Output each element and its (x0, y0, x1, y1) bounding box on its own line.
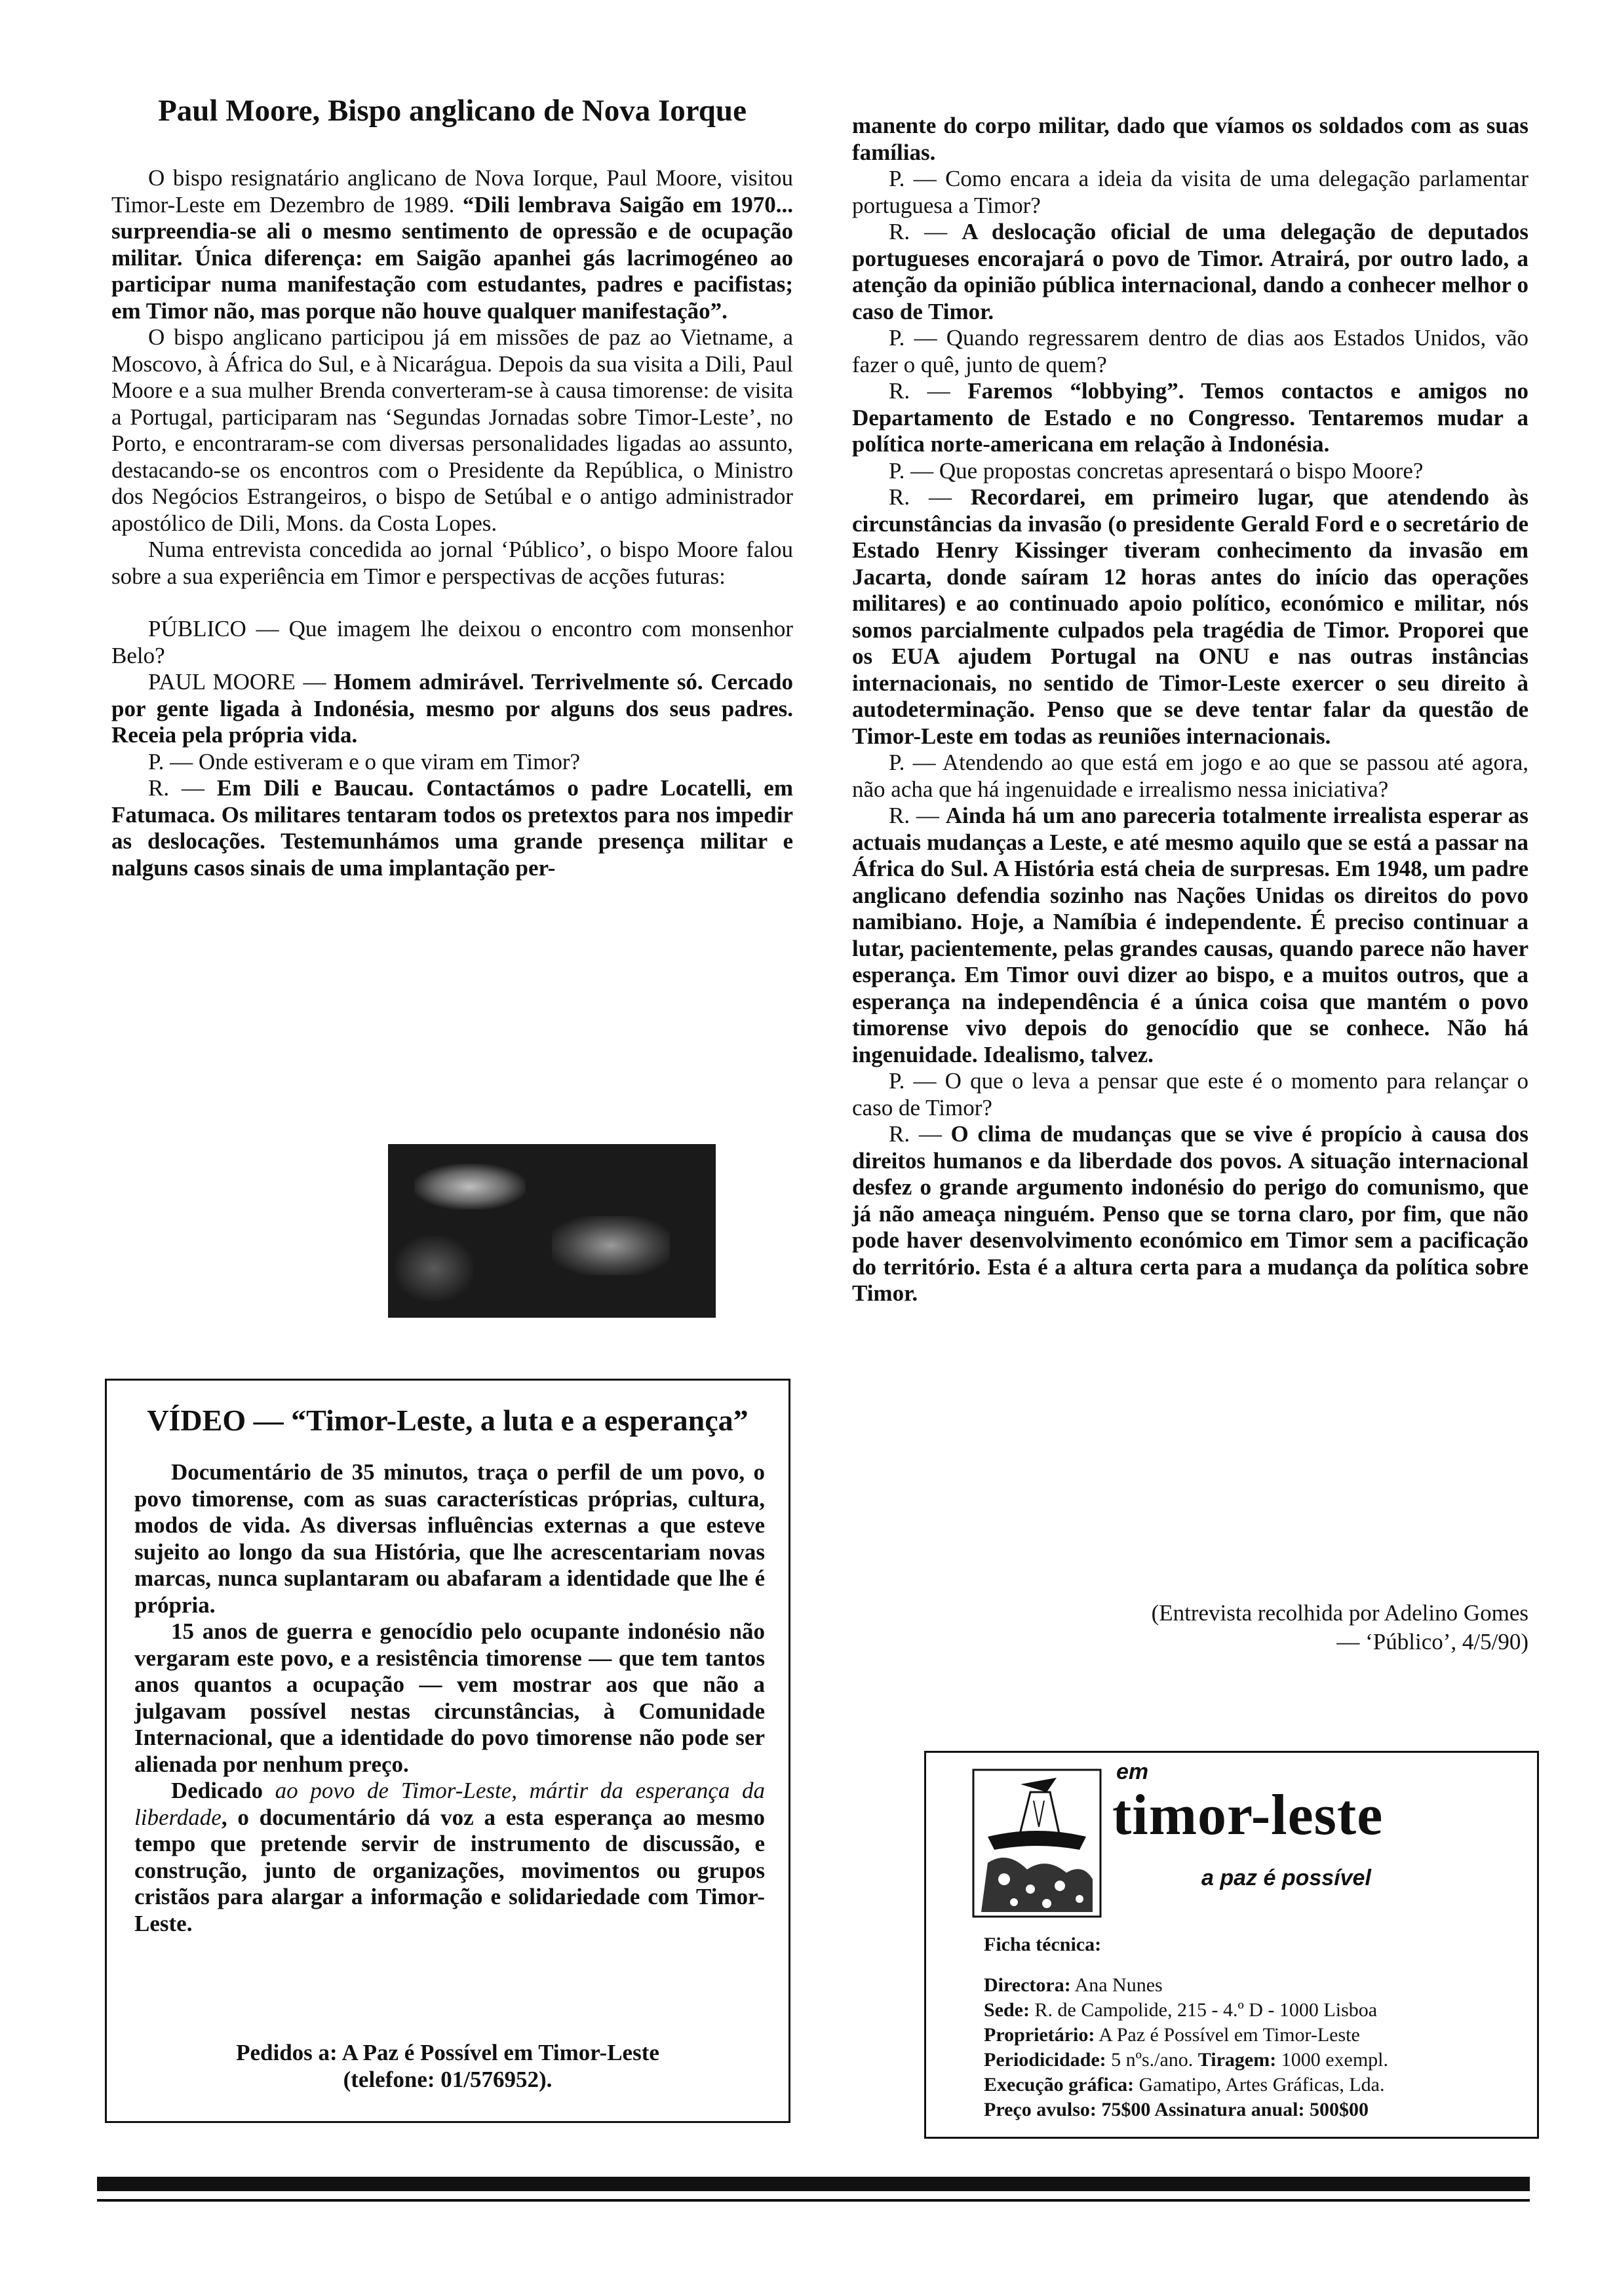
bottom-rule-thick (97, 2177, 1530, 2191)
interview-credit: (Entrevista recolhida por Adelino Gomes — ‘Público’, 4/5/90) (1151, 1600, 1528, 1655)
ficha-row-directora: Directora: Ana Nunes (984, 1974, 1163, 1996)
answer-2-continued: manente do corpo militar, dado que víamos os soldados com as suas famílias. (852, 113, 1528, 165)
landscape-photo (388, 1144, 716, 1318)
ficha-row-periodicidade: Periodicidade: 5 nºs./ano. Tiragem: 1000 exempl. (984, 2049, 1389, 2071)
ficha-row-execucao: Execução gráfica: Gamatipo, Artes Gráficas, Lda. (984, 2074, 1385, 2095)
bottom-rule-thin (97, 2199, 1530, 2202)
timor-leste-figure-logo (968, 1765, 1106, 1922)
video-paragraph-2: 15 anos de guerra e genocídio pelo ocupante indonésio não vergaram este povo, e a resistência timorense — que tem tantos anos quantos a ocupação — vem mostrar aos que não a julgavam possível nestas circunstâncias, à Comunidade Internacional, que a identidade do povo timorense não pode ser alienada por nenhum preço. (134, 1618, 765, 1777)
intro-paragraph-3: Numa entrevista concedida ao jornal ‘Público’, o bispo Moore falou sobre a sua experiência em Timor e perspectivas de acções futuras: (111, 537, 793, 589)
masthead-em: em (1116, 1759, 1149, 1784)
question-6: P. — Atendendo ao que está em jogo e ao que se passou até agora, não acha que há ingenuidade e irrealismo nessa iniciativa? (852, 750, 1528, 802)
answer-2: R. — Em Dili e Baucau. Contactámos o padre Locatelli, em Fatumaca. Os militares tentaram todos os pretextos para nos impedir as deslocações. Testemunhámos uma grande presença militar e nalguns casos sinais de uma implantação per- (111, 775, 793, 881)
video-paragraph-3: Dedicado ao povo de Timor-Leste, mártir da esperança da liberdade, o documentário dá voz a esta esperança ao mesmo tempo que pretende servir de instrumento de discussão, e construção, junto de organizações, movimentos ou grupos cristãos para alargar a informação e solidariedade com Timor-Leste. (134, 1778, 765, 1936)
article-title: Paul Moore, Bispo anglicano de Nova Iorque (158, 94, 747, 128)
video-description (134, 1459, 765, 1937)
masthead-brand: timor-leste (1112, 1784, 1384, 1847)
video-title: VÍDEO — “Timor-Leste, a luta e a esperança” (147, 1404, 749, 1437)
intro-paragraph-2: O bispo anglicano participou já em missões de paz ao Vietname, a Moscovo, à África do Sul, e à Nicarágua. Depois da sua visita a Dili, Paul Moore e a sua mulher Brenda converteram-se à causa timorense: de visita a Portugal, participaram nas ‘Segundas Jornadas sobre Timor-Leste’, no Porto, e encontraram-se com diversas personalidades ligadas ao assunto, destacando-se os encontros com o Presidente da República, o Ministro dos Negócios Estrangeiros, o bispo de Setúbal e o antigo administrador apostólico de Dili, Mons. da Costa Lopes. (111, 324, 793, 536)
video-promo-box (105, 1379, 790, 2123)
ficha-row-sede: Sede: R. de Campolide, 215 - 4.º D - 1000 Lisboa (984, 1999, 1378, 2021)
video-order-info: Pedidos a: A Paz é Possível em Timor-Leste (telefone: 01/576952). (236, 2040, 659, 2092)
ficha-row-preco: Preço avulso: 75$00 Assinatura anual: 500$00 (984, 2099, 1369, 2120)
ficha-row-proprietario: Proprietário: A Paz é Possível em Timor-Leste (984, 2024, 1360, 2046)
answer-7: R. — O clima de mudanças que se vive é propício à causa dos direitos humanos e da liberdade dos povos. A situação internacional desfez o grande argumento indonésio do perigo do comunismo, que já não ameaça ninguém. Penso que se torna claro, por fim, que não pode haver desenvolvimento económico em Timor sem a pacificação do território. Esta é a altura certa para a mudança da política sobre Timor. (852, 1121, 1528, 1306)
left-column (111, 165, 793, 881)
question-1: PÚBLICO — Que imagem lhe deixou o encontro com monsenhor Belo? (111, 616, 793, 668)
right-column (852, 113, 1528, 1307)
answer-6: R. — Ainda há um ano pareceria totalmente irrealista esperar as actuais mudanças a Leste, e até mesmo aquilo que se está a passar na África do Sul. A História está cheia de surpresas. Em 1948, um padre anglicano defendia sozinho nas Nações Unidas os direitos do povo namibiano. Hoje, a Namíbia é independente. É preciso continuar a lutar, pacientemente, pelas grandes causas, quando parece não haver esperança. Em Timor ouvi dizer ao bispo, e a muitos outros, que a esperança na independência é a única coisa que mantém o povo timorense vivo depois do genocídio que se conhece. Não há ingenuidade. Idealismo, talvez. (852, 803, 1528, 1067)
question-7: P. — O que o leva a pensar que este é o momento para relançar o caso de Timor? (852, 1068, 1528, 1120)
ficha-tecnica-rows (984, 1973, 1521, 2122)
question-3: P. — Como encara a ideia da visita de uma delegação parlamentar portuguesa a Timor? (852, 166, 1528, 218)
masthead-box (924, 1751, 1539, 2139)
answer-4: R. — Faremos “lobbying”. Temos contactos e amigos no Departamento de Estado e no Congresso. Tentaremos mudar a política norte-americana em relação à Indonésia. (852, 378, 1528, 457)
answer-5: R. — Recordarei, em primeiro lugar, que atendendo às circunstâncias da invasão (o presidente Gerald Ford e o secretário de Estado Henry Kissinger tiveram conhecimento da invasão em Jacarta, donde saíram 12 horas antes do início das operações militares) e ao continuado apoio político, económico e militar, nós somos parcialmente culpados pela tragédia de Timor. Proporei que os EUA ajudem Portugal na ONU e nas outras instâncias internacionais, no sentido de Timor-Leste exercer o seu direito à autodeterminação. Penso que se deve tentar falar da questão de Timor-Leste em todas as reuniões internacionais. (852, 484, 1528, 749)
question-4: P. — Quando regressarem dentro de dias aos Estados Unidos, vão fazer o quê, junto de quem? (852, 325, 1528, 377)
answer-3: R. — A deslocação oficial de uma delegação de deputados portugueses encorajará o povo de Timor. Atrairá, por outro lado, a atenção da opinião pública internacional, dando a conhecer melhor o caso de Timor. (852, 219, 1528, 324)
question-2: P. — Onde estiveram e o que viram em Timor? (148, 748, 581, 775)
answer-1: PAUL MOORE — Homem admirável. Terrivelmente só. Cercado por gente ligada à Indonésia, mesmo por alguns dos seus padres. Receia pela própria vida. (111, 669, 794, 748)
ficha-tecnica-label: Ficha técnica: (984, 1934, 1102, 1955)
question-5: P. — Que propostas concretas apresentará o bispo Moore? (889, 457, 1424, 484)
intro-paragraph-1: O bispo resignatário anglicano de Nova Iorque, Paul Moore, visitou Timor-Leste em Dezembro de 1989. “Dili lembrava Saigão em 1970... surpreendia-se ali o mesmo sentimento de opressão e de ocupação militar. Única diferença: em Saigão apanhei gás lacrimogéneo ao participar numa manifestação com estudantes, padres e pacifistas; em Timor não, mas porque não houve qualquer manifestação”. (111, 165, 793, 324)
masthead-slogan: a paz é possível (1201, 1866, 1371, 1890)
video-paragraph-1: Documentário de 35 minutos, traça o perfil de um povo, o povo timorense, com as suas características próprias, cultura, modos de vida. As diversas influências externas a que esteve sujeito ao longo da sua História, que lhe acrescentariam novas marcas, nunca suplantaram ou abafaram a identidade que lhe é própria. (134, 1459, 765, 1618)
